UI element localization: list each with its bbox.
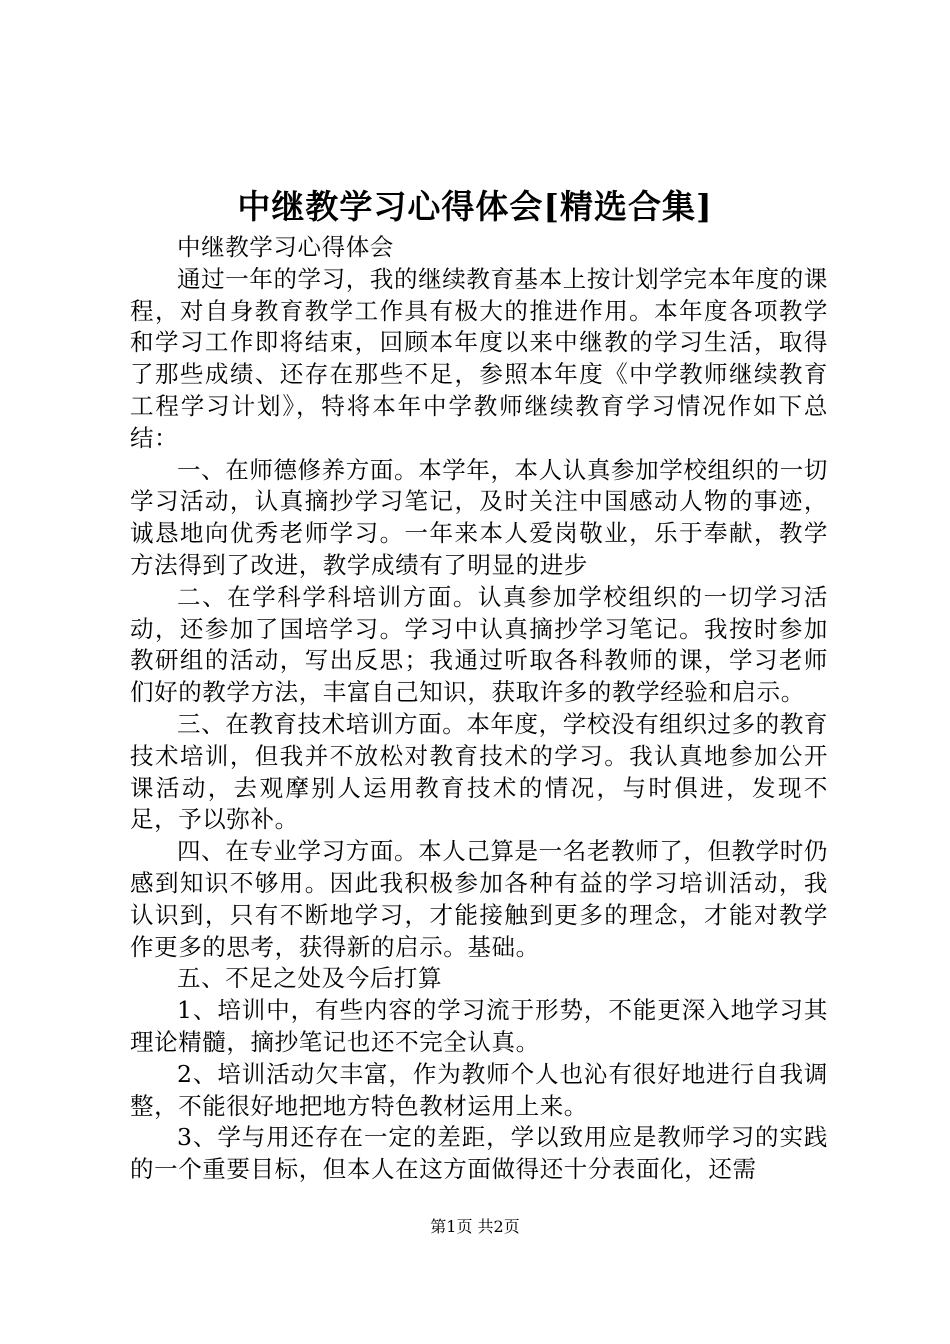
- document-body: [130, 232, 828, 1186]
- paragraph-section-4: 四、在专业学习方面。本人己算是一名老教师了，但教学时仍感到知识不够用。因此我积极参加各种有益的学习培训活动，我认识到，只有不断地学习，才能接触到更多的理念，才能对教学作更多的思考，获得新的启示。基础。: [130, 837, 828, 961]
- paragraph-section-5-heading: 五、不足之处及今后打算: [177, 964, 443, 993]
- paragraph-item-1: 1、培训中，有些内容的学习流于形势，不能更深入地学习其理论精髓，摘抄笔记也还不完全认真。: [130, 996, 828, 1056]
- document-title: 中继教学习心得体会[精选合集]: [237, 187, 713, 226]
- paragraph-item-3: 3、学与用还存在一定的差距，学以致用应是教师学习的实践的一个重要目标，但本人在这方面做得还十分表面化，还需: [130, 1123, 828, 1184]
- paragraph-section-3: 三、在教育技术培训方面。本年度，学校没有组织过多的教育技术培训，但我并不放松对教育技术的学习。我认真地参加公开课活动，去观摩别人运用教育技术的情况，与时俱进，发现不足，予以弥补。: [130, 709, 828, 834]
- paragraph-section-1: 一、在师德修养方面。本学年，本人认真参加学校组织的一切学习活动，认真摘抄学习笔记，及时关注中国感动人物的事迹，诚恳地向优秀老师学习。一年来本人爱岗敬业，乐于奉献，教学方法得到了改进，教学成绩有了明显的进步: [130, 455, 828, 579]
- page-number-footer: 第1页 共2页: [430, 1217, 520, 1236]
- paragraph-intro: 通过一年的学习，我的继续教育基本上按计划学完本年度的课程，对自身教育教学工作具有极大的推进作用。本年度各项教学和学习工作即将结束，回顾本年度以来中继教的学习生活，取得了那些成绩、还存在那些不足，参照本年度《中学教师继续教育工程学习计划》，特将本年中学教师继续教育学习情况作如下总结：: [130, 264, 828, 452]
- paragraph-subtitle: 中继教学习心得体会: [177, 233, 394, 261]
- paragraph-item-2: 2、培训活动欠丰富，作为教师个人也沁有很好地进行自我调整，不能很好地把地方特色教材运用上来。: [130, 1059, 828, 1120]
- paragraph-section-2: 二、在学科学科培训方面。认真参加学校组织的一切学习活动，还参加了国培学习。学习中认真摘抄学习笔记。我按时参加教研组的活动，写出反思；我通过听取各科教师的课，学习老师们好的教学方法，丰富自己知识，获取许多的教学经验和启示。: [130, 582, 828, 707]
